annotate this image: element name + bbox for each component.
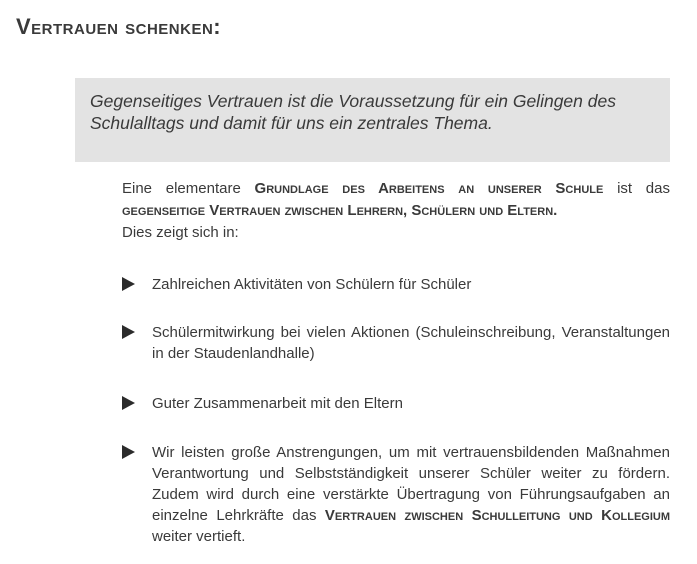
list-item-text: Zahlreichen Aktivitäten von Schülern für Schüler — [152, 276, 472, 293]
intro-paragraph — [122, 178, 670, 244]
intro-emphasis-2: gegenseitige Vertrauen zwischen Lehrern, Schülern und Eltern. — [122, 202, 558, 219]
list-item-text-part: Wir leisten große Anstrengungen, um mit vertrauensbildenden Maßnahmen Verantwortung und Selbstständigkeit unserer Schüler weiter zu fördern. Zudem wird durch eine verstärkte Übertragung von Führungsaufgaben an einzelne Lehrkräfte das — [152, 444, 670, 524]
triangle-bullet-icon — [122, 325, 135, 339]
intro-text-3: Dies zeigt sich in: — [122, 224, 239, 241]
triangle-bullet-icon — [122, 445, 135, 459]
list-item-text: Schülermitwirkung bei vielen Aktionen (Schuleinschreibung, Veranstaltungen in der Staudenlandhalle) — [152, 324, 670, 362]
list-item-text — [152, 442, 670, 547]
list-item-emphasis: Vertrauen zwischen Schulleitung und Kollegium — [324, 507, 670, 524]
intro-text-2: ist das — [603, 180, 670, 197]
callout-text: Gegenseitiges Vertrauen ist die Voraussetzung für ein Gelingen des Schulalltags und damit für uns ein zentrales Thema. — [90, 91, 616, 133]
intro-text-1: Eine elementare — [122, 180, 255, 197]
section-heading: Vertrauen schenken: — [16, 14, 222, 39]
intro-emphasis-1: Grundlage des Arbeitens an unserer Schule — [254, 180, 604, 197]
list-item-text-end: weiter vertieft. — [152, 528, 246, 545]
triangle-bullet-icon — [122, 396, 135, 410]
callout-box — [75, 78, 670, 162]
triangle-bullet-icon — [122, 277, 135, 291]
list-item-text: Guter Zusammenarbeit mit den Eltern — [152, 395, 403, 412]
